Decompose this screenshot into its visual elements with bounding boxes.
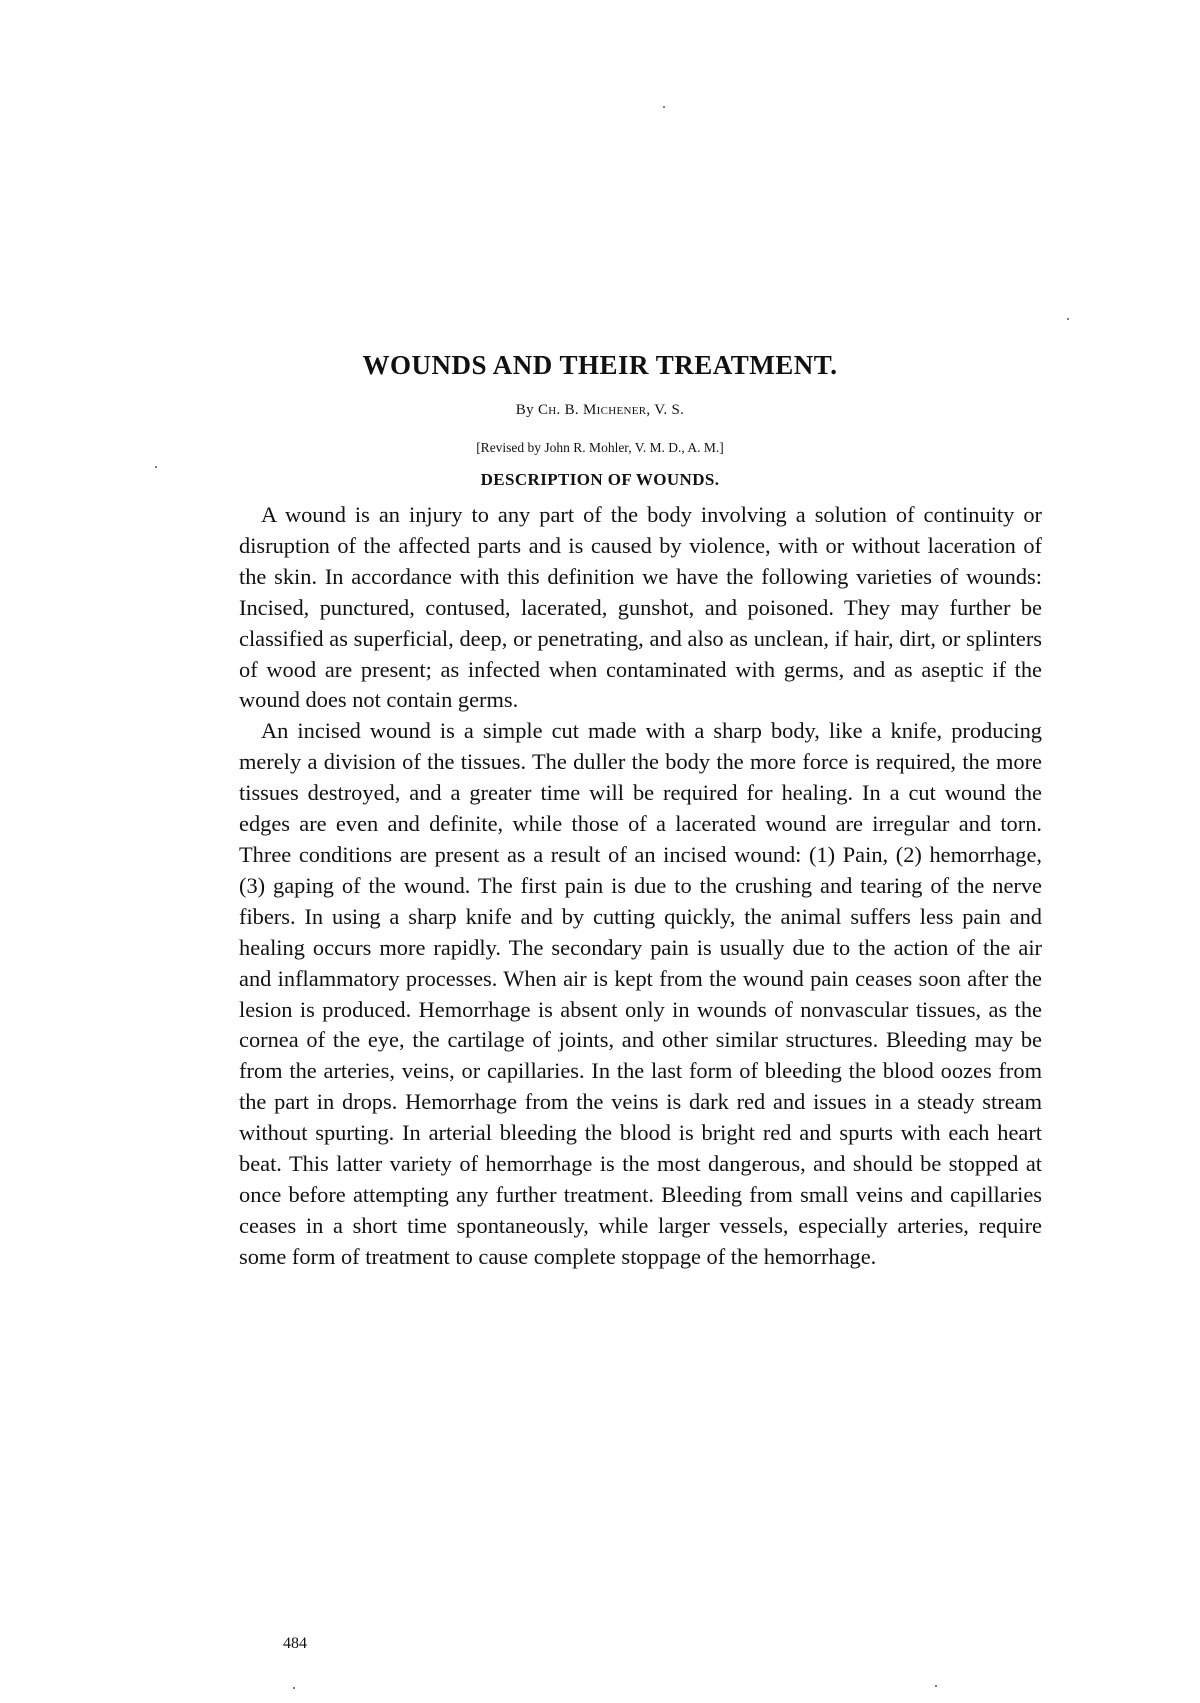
scan-speck: [935, 1685, 937, 1687]
scan-speck: [293, 1687, 295, 1689]
article-title: WOUNDS AND THEIR TREATMENT.: [362, 350, 838, 380]
scan-speck: [1067, 318, 1069, 320]
byline-prefix: By: [515, 402, 538, 418]
reviser-note: [Revised by John R. Mohler, V. M. D., A. M.]: [476, 440, 724, 455]
section-heading: DESCRIPTION OF WOUNDS.: [480, 470, 720, 489]
paragraph: A wound is an injury to any part of the body involving a solution of continuity or disruption of the affected parts and is caused by violence, with or without laceration of the skin. In accordance with this definition we have the following varieties of wounds: Incised, punctured, contused, lacerated, gunshot, and poisoned. They may further be classified as superficial, deep, or penetrating, and also as unclean, if hair, dirt, or splinters of wood are present; as infected when contaminated with germs, and as aseptic if the wound does not contain germs.: [239, 502, 1042, 713]
scan-speck: [155, 466, 157, 468]
author-byline: [0, 402, 1200, 419]
page-number: 484: [283, 1635, 307, 1652]
body-text: [239, 500, 1042, 1273]
paragraph: An incised wound is a simple cut made with a sharp body, like a knife, producing merely a division of the tissues. The duller the body the more force is required, the more tissues destroyed, and a greater time will be required for healing. In a cut wound the edges are even and definite, while those of a lacerated wound are irregular and torn. Three conditions are present as a result of an incised wound: (1) Pain, (2) hemorrhage, (3) gaping of the wound. The first pain is due to the crushing and tearing of the nerve fibers. In using a sharp knife and by cutting quickly, the animal suffers less pain and healing occurs more rapidly. The secondary pain is usually due to the action of the air and inflammatory processes. When air is kept from the wound pain ceases soon after the lesion is produced. Hemorrhage is absent only in wounds of nonvascular tissues, as the cornea of the eye, the cartilage of joints, and other similar structures. Bleeding may be from the arteries, veins, or capillaries. In the last form of bleeding the blood oozes from the part in drops. Hemorrhage from the veins is dark red and issues in a steady stream without spurting. In arterial bleeding the blood is bright red and spurts with each heart beat. This latter variety of hemorrhage is the most dangerous, and should be stopped at once before attempting any further treatment. Bleeding from small veins and capillaries ceases in a short time spontaneously, while larger vessels, especially arteries, require some form of treatment to cause complete stoppage of the hemorrhage.: [239, 718, 1042, 1269]
scan-speck: [663, 106, 665, 108]
author-name: Ch. B. Michener, V. S.: [537, 402, 685, 418]
